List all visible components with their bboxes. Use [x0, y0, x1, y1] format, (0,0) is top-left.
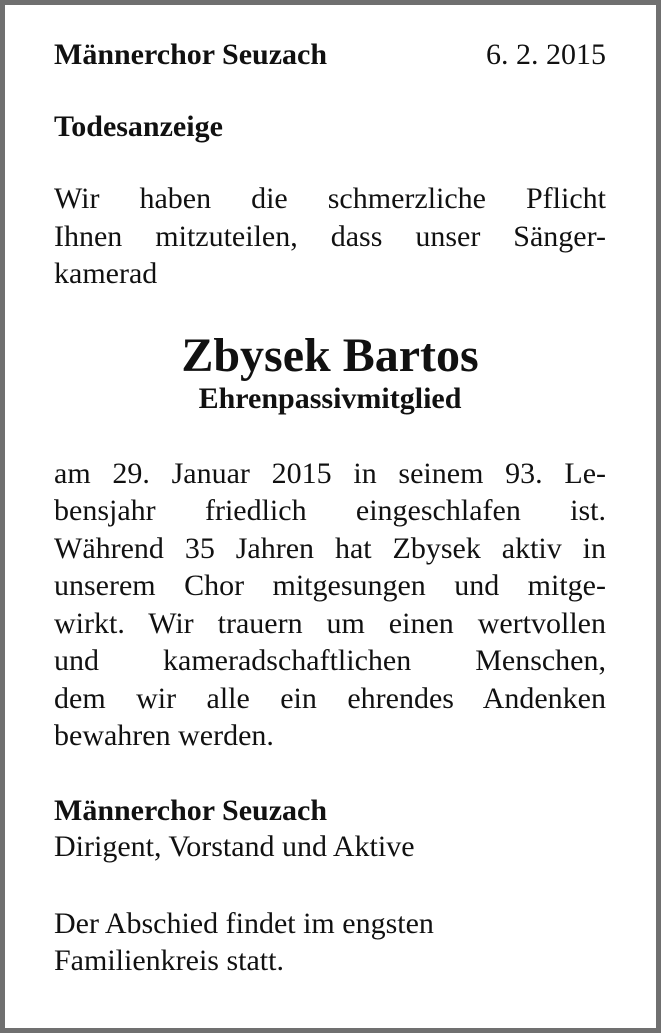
- main-line: wirkt. Wir trauern um einen wertvollen: [54, 606, 606, 640]
- deceased-block: [54, 330, 606, 416]
- main-line: Während 35 Jahren hat Zbysek aktiv in: [54, 531, 606, 565]
- main-line: unserem Chor mitgesungen und mitge-: [54, 569, 606, 602]
- signature-organization: Männerchor Seuzach: [54, 793, 328, 827]
- main-line: bensjahr friedlich eingeschlafen ist.: [54, 494, 606, 527]
- notice-date: 6. 2. 2015: [486, 38, 606, 71]
- main-line: bewahren werden.: [54, 719, 274, 752]
- main-line: dem wir alle ein ehrendes Andenken: [54, 681, 606, 715]
- deceased-title: Ehrenpassivmitglied: [198, 381, 462, 415]
- farewell-line: Familienkreis statt.: [54, 943, 284, 977]
- notice-header: [54, 35, 606, 75]
- main-line: und kameradschaftlichen Menschen,: [54, 644, 606, 677]
- farewell-note: [54, 905, 606, 979]
- signature-block: [54, 793, 606, 865]
- intro-paragraph: [54, 180, 606, 293]
- farewell-line: Der Abschied findet im engsten: [54, 906, 434, 940]
- intro-line: kamerad: [54, 257, 158, 290]
- main-paragraph: [54, 455, 606, 755]
- notice-content: [54, 35, 606, 979]
- deceased-name: Zbysek Bartos: [181, 328, 479, 382]
- intro-line: Ihnen mitzuteilen, dass unser Sänger-: [54, 219, 606, 253]
- main-line: am 29. Januar 2015 in seinem 93. Le-: [54, 456, 606, 490]
- intro-line: Wir haben die schmerzliche Pflicht: [54, 182, 606, 215]
- notice-type: Todesanzeige: [54, 110, 223, 143]
- header-organization: Männerchor Seuzach: [54, 38, 328, 71]
- signature-members: Dirigent, Vorstand und Aktive: [54, 829, 415, 863]
